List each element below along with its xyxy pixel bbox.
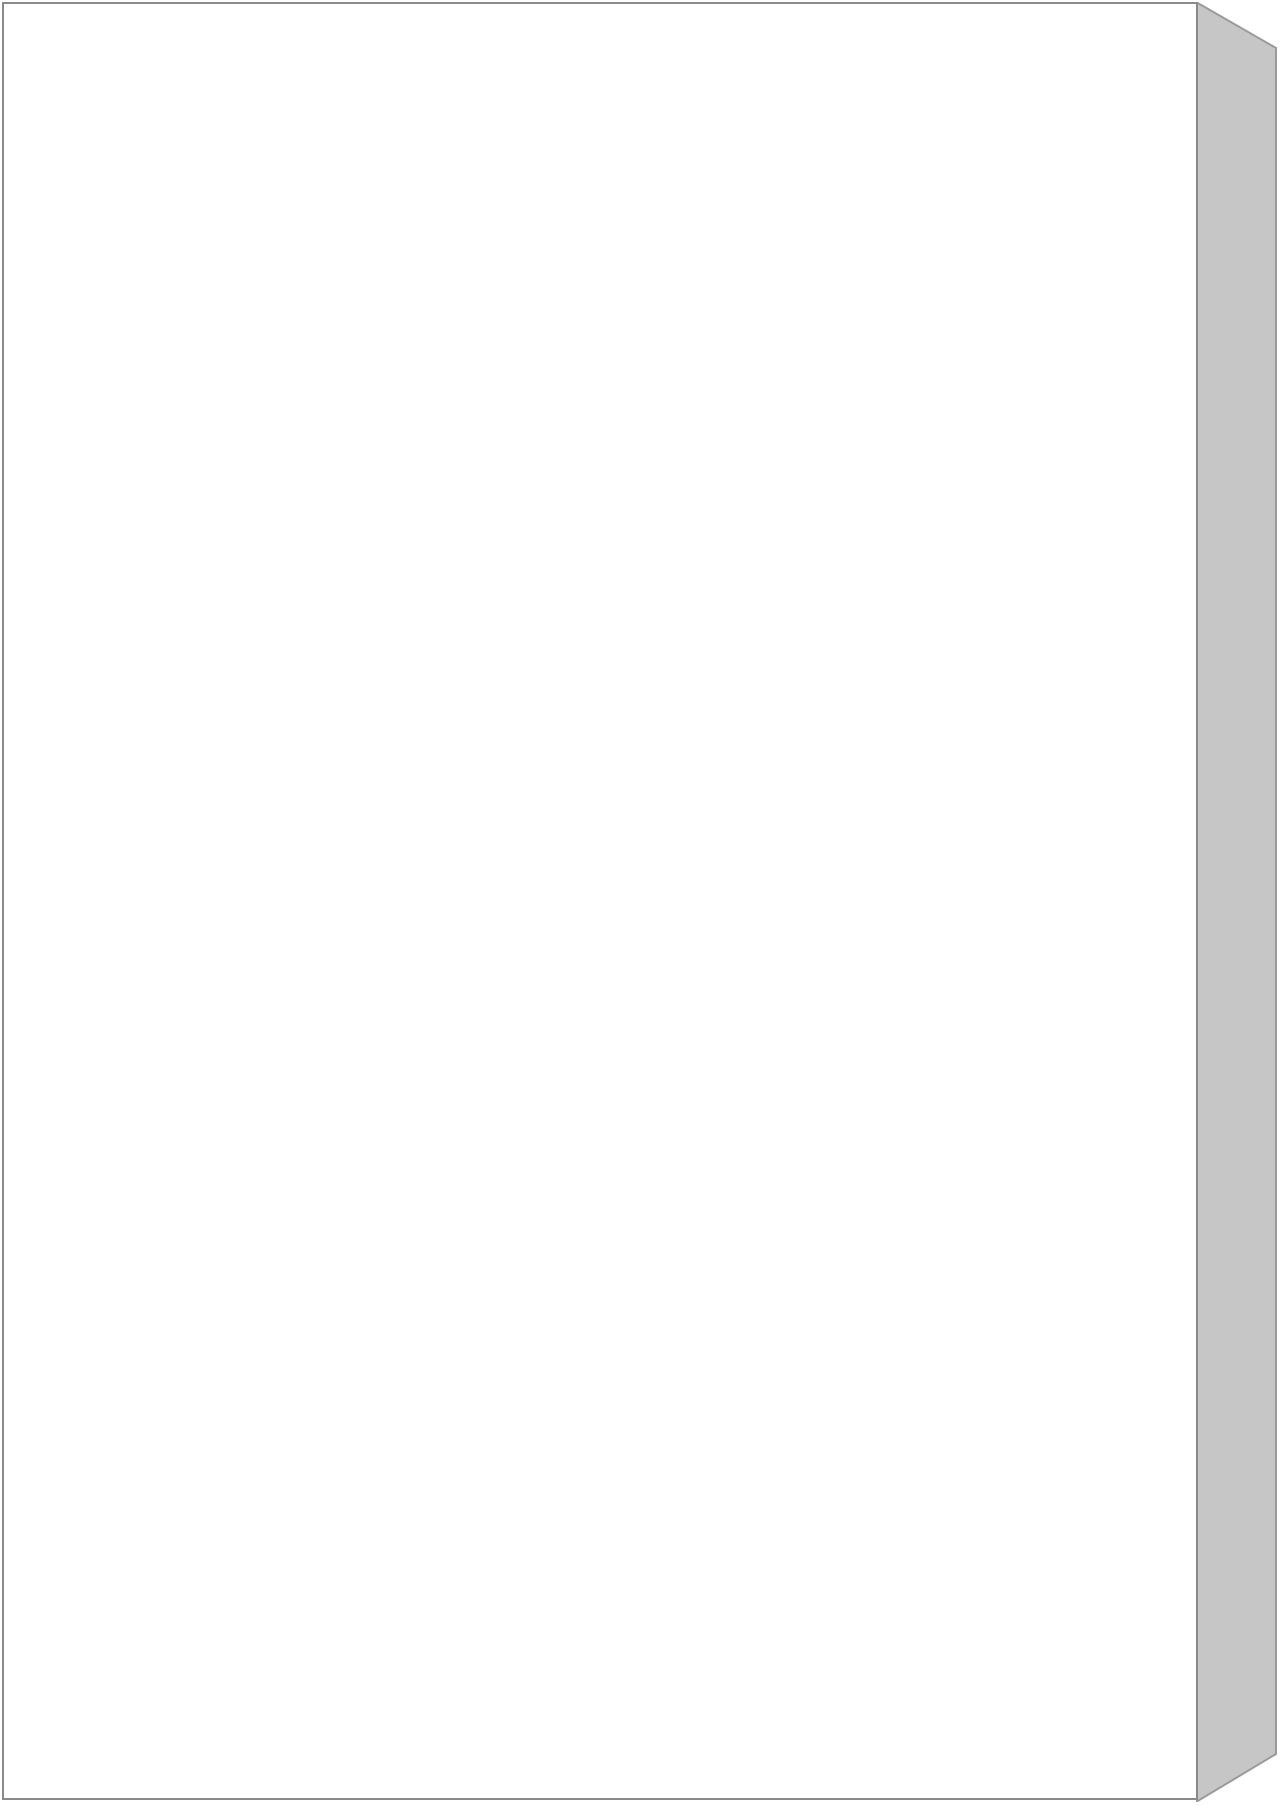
book-side-edge	[1196, 2, 1278, 1802]
book-page	[2, 2, 1198, 1800]
